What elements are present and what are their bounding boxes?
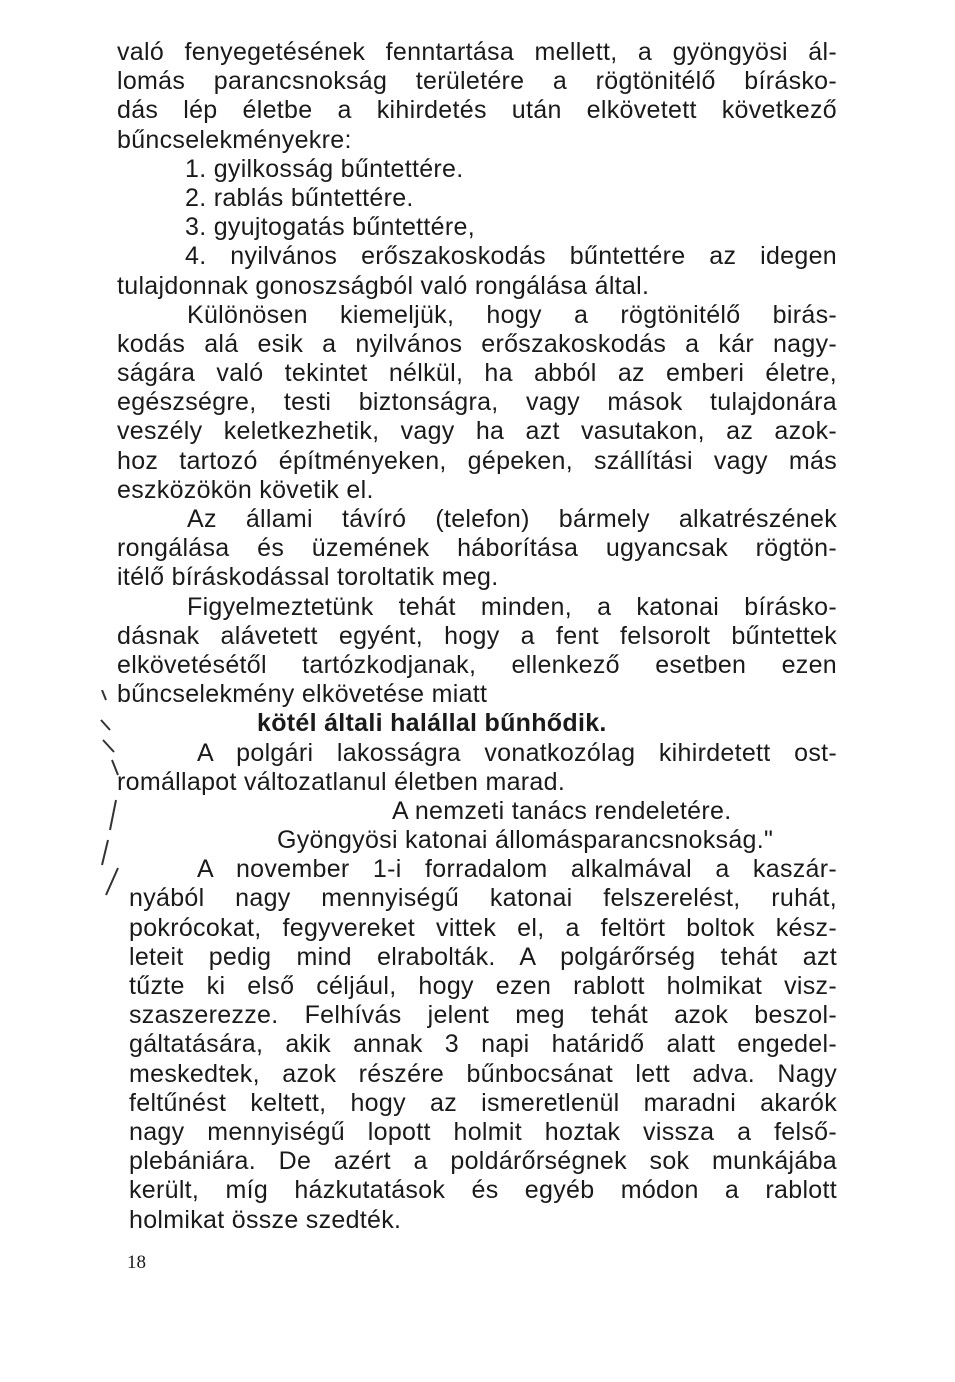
- text-line: nagy mennyiségű lopott holmit hoztak vissza a felső-: [129, 1117, 837, 1146]
- list-item: 3. gyujtogatás bűntettére,: [185, 213, 475, 242]
- text-line: leteit pedig mind elrabolták. A polgárőrség tehát azt: [129, 942, 837, 971]
- text-line: szaszerezze. Felhívás jelent meg tehát azok beszol-: [129, 1001, 837, 1030]
- text-line: plebániára. De azért a poldárőrségnek sok munkájába: [129, 1147, 837, 1176]
- text-line: ságára való tekintet nélkül, ha abból az emberi életre,: [117, 359, 837, 388]
- paragraph-start: Figyelmeztetünk tehát minden, a katonai bírásko-: [187, 592, 837, 621]
- paragraph-start: Az állami távíró (telefon) bármely alkatrészének: [187, 505, 837, 533]
- text-line: pokrócokat, fegyvereket vittek el, a feltört boltok kész-: [129, 913, 837, 942]
- body-text: [117, 38, 837, 1235]
- list-item: 4. nyilvános erőszakoskodás bűntettére az idegen: [185, 242, 837, 271]
- text-line: elkövetésétől tartózkodjanak, ellenkező esetben ezen: [117, 650, 837, 679]
- text-line: rongálása és üzemének háborítása ugyancsak rögtön-: [117, 534, 837, 563]
- page-number: 18: [127, 1252, 146, 1273]
- text-line: bűncselekményekre:: [117, 125, 352, 154]
- text-line: dás lép életbe a kihirdetés után elkövetett következő: [117, 96, 837, 125]
- paragraph-start: A polgári lakosságra vonatkozólag kihirdetett ost-: [197, 738, 837, 767]
- text-line: eszközökön követik el.: [117, 475, 374, 504]
- text-line: egészségre, testi biztonságra, vagy mások tulajdonára: [117, 388, 837, 417]
- text-line: tűzte ki első céljául, hogy ezen rablott holmikat visz-: [129, 972, 837, 1000]
- paragraph-start: Különösen kiemeljük, hogy a rögtönitélő birás-: [187, 300, 837, 329]
- text-line: romállapot változatlanul életben marad.: [117, 767, 566, 796]
- text-line: tulajdonnak gonoszságból való rongálása által.: [117, 271, 650, 300]
- text-line: való fenyegetésének fenntartása mellett, a gyöngyösi ál-: [117, 38, 837, 66]
- text-line: kodás alá esik a nyilvános erőszakoskodás a kár nagy-: [117, 329, 837, 358]
- text-line: holmikat össze szedték.: [129, 1205, 402, 1234]
- text-line: gáltatására, akik annak 3 napi határidő alatt engedel-: [129, 1030, 837, 1059]
- signature-line: A nemzeti tanács rendeletére.: [392, 796, 732, 825]
- handwritten-margin-mark: [98, 690, 124, 900]
- text-line: bűncselekmény elkövetése miatt: [117, 680, 488, 709]
- text-line: veszély keletkezhetik, vagy ha azt vasutakon, az azok-: [117, 417, 837, 446]
- text-line: meskedtek, azok részére bűnbocsánat lett adva. Nagy: [129, 1059, 837, 1088]
- signature-line: Gyöngyösi katonai állomásparancsnokság.": [277, 826, 774, 855]
- paragraph-start: A november 1-i forradalom alkalmával a kaszár-: [197, 855, 837, 884]
- text-line: itélő bíráskodással toroltatik meg.: [117, 563, 499, 592]
- text-line: nyából nagy mennyiségű katonai felszerelést, ruhát,: [129, 884, 837, 913]
- list-item: 2. rablás bűntettére.: [185, 183, 414, 212]
- list-item: 1. gyilkosság bűntettére.: [185, 154, 464, 183]
- text-line: feltűnést keltett, hogy az ismeretlenül maradni akarók: [129, 1088, 837, 1117]
- text-line: hoz tartozó építményeken, gépeken, szállítási vagy más: [117, 446, 837, 475]
- text-line: lomás parancsnokság területére a rögtönitélő bírásko-: [117, 67, 837, 96]
- text-line: került, míg házkutatások és egyéb módon a rablott: [129, 1176, 837, 1205]
- text-line: dásnak alávetett egyént, hogy a fent felsorolt bűntettek: [117, 621, 837, 650]
- emphasis-line: kötél általi halállal bűnhődik.: [257, 709, 607, 738]
